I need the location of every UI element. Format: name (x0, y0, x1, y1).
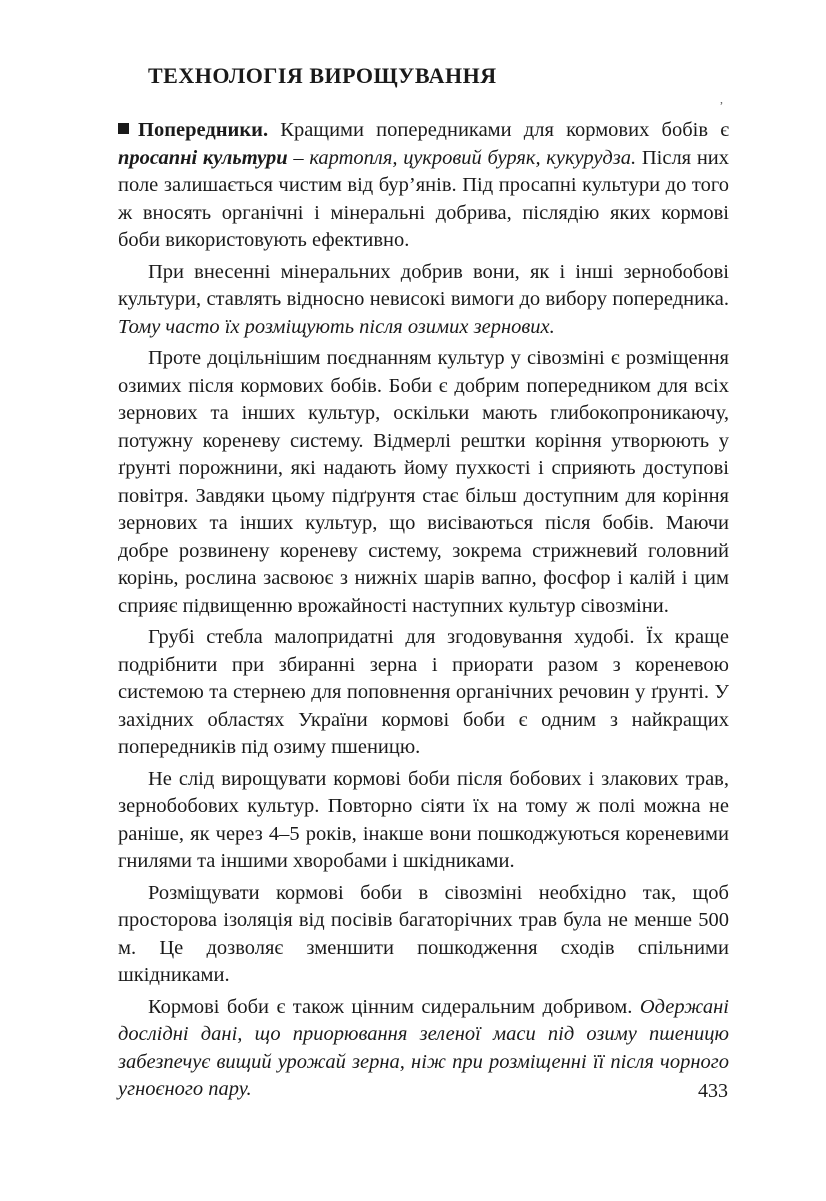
emphasis-italic: Одержані дослідні дані, що приорювання зеленої маси під озиму пшеницю забезпечує вищий урожай зерна, ніж при розміщенні її після чорного угноєного пару. (118, 995, 729, 1100)
paragraph-text: Кормові боби є також цінним сидеральним добривом. (148, 995, 640, 1018)
bullet-square-icon (118, 123, 129, 134)
paragraph-text: Розміщувати кормові боби в сівозміні необхідно так, щоб просторова ізоляція від посівів багаторічних трав була не менше 500 м. Це дозволяє зменшити пошкодження сходів спільними шкідниками. (118, 881, 729, 986)
paragraph-text: Грубі стебла малопридатні для згодовування худобі. Їх краще подрібнити при збиранні зерна і приорати разом з кореневою системою та стернею для поповнення органічних речовин у ґрунті. У західних областях України кормові боби є одним з найкращих попередників під озиму пшеницю. (118, 626, 729, 758)
emphasis-bold-italic: просапні культури (118, 146, 288, 169)
paragraph-predecessors (118, 117, 729, 255)
paragraph-text: Проте доцільнішим поєднанням культур у сівозміні є розміщення озимих після кормових бобів. Боби є добрим попередником для всіх зернових та інших культур, оскільки мають глибокопроникаючу, потужну кореневу систему. Відмерлі рештки коріння утворюють у ґрунті порожнини, які надають йому пухкості і сприяють доступові повітря. Завдяки цьому підґрунтя стає більш доступним для коріння зернових та інших культур, що висіваються після бобів. Маючи добре розвинену кореневу систему, зокрема стрижневий головний корінь, рослина засвоює з нижніх шарів вапно, фосфор і калій і цим сприяє підвищенню врожайності наступних культур сівозміни. (118, 347, 729, 617)
paragraph-repeat-sowing (118, 766, 729, 876)
emphasis-italic: Тому часто їх розміщують після озимих зернових. (118, 315, 555, 338)
paragraph-green-manure (118, 994, 729, 1104)
paragraph-mineral-fertilizers (118, 259, 729, 342)
paragraph-isolation (118, 880, 729, 990)
paragraph-text: Кращими попередниками для кормових бобів є (268, 119, 729, 141)
paragraph-text: Не слід вирощувати кормові боби після бобових і злакових трав, зернобобових культур. Повторно сіяти їх на тому ж полі можна не раніше, як через 4–5 років, інакше вони пошкоджуються кореневими гнилями та іншими хворобами і шкідниками. (118, 767, 729, 872)
section-heading: ТЕХНОЛОГІЯ ВИРОЩУВАННЯ (148, 63, 497, 88)
paragraph-text: – (287, 146, 310, 169)
body-text (118, 117, 729, 1108)
emphasis-italic: картопля, цукровий буряк, кукурудза. (309, 146, 637, 169)
paragraph-lead: Попередники. (138, 119, 269, 141)
paragraph-rotation (118, 345, 729, 620)
paragraph-text: При внесенні мінеральних добрив вони, як і інші зернобобові культури, ставлять відносно невисокі вимоги до вибору попередника. (118, 260, 729, 310)
stray-mark: , (720, 92, 723, 106)
paragraph-stems (118, 624, 729, 762)
paragraph-text: Після них поле залишається чистим від бур’янів. Під просапні культури до того ж вносять органічні і мінеральні добрива, післядію яких кормові боби використовують ефективно. (118, 146, 730, 251)
page-number: 433 (698, 1080, 728, 1102)
